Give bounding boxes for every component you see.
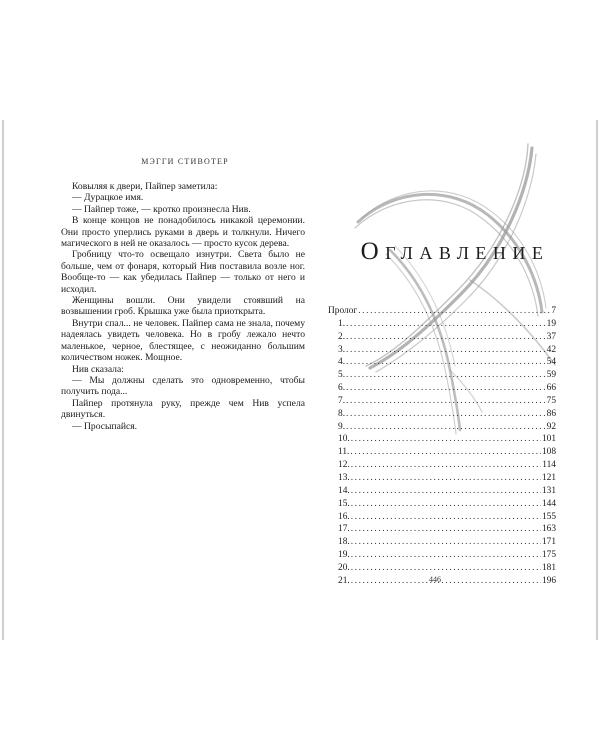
toc-entry-page: 42 [546,344,556,355]
toc-entry-page: 66 [546,383,556,394]
toc-entry-label: 21. [338,575,350,586]
toc-entry-page: 86 [546,408,556,419]
toc-entry [328,344,556,357]
toc-entry [328,382,556,395]
toc-dot-leader [346,382,546,395]
toc-entry-page: 101 [541,434,556,445]
toc-entry-page: 37 [546,331,556,342]
toc-entry [328,472,556,485]
toc-entry [328,498,556,511]
toc-entry-label: 10. [338,434,350,445]
paragraph: — Пайпер тоже, — кротко произнесла Нив. [72,203,251,215]
paragraph: — Дурацкое имя. [72,192,144,204]
toc-entry [328,408,556,421]
paragraph: — Мы должны сделать это одновременно, чтобы получить пода... [61,374,305,398]
toc-entry [328,331,556,344]
toc-entry [328,485,556,498]
toc-entry-label: 16. [338,511,350,522]
left-page-edge [2,120,4,640]
toc-dot-leader [346,421,546,434]
page-number: 446 [429,575,441,584]
toc-entry [328,356,556,369]
toc-entry-page: 196 [541,575,556,586]
toc-entry [328,523,556,536]
toc-dot-leader [351,549,541,562]
toc-dot-leader [346,344,546,357]
toc-entry-label: 4. [338,357,346,368]
toc-dot-leader [351,472,541,485]
toc-entry-label: 19. [338,550,350,561]
toc-entry-page: 75 [546,395,556,406]
toc-entry-label: 5. [338,370,346,381]
toc-entry-label: 12. [338,460,350,471]
toc-entry [328,421,556,434]
toc-entry [328,395,556,408]
toc-entry-prologue [328,305,556,318]
paragraph: Нив сказала: [72,363,124,375]
paragraph: Внутри спал... не человек. Пайпер сама не знала, почему надеялась увидеть человека. Но в гробу лежало нечто маленькое, черное, блестящее, с неожиданно большим количеством ножек. Мощное. [61,317,305,364]
toc-heading: Оглавление [360,238,550,265]
toc-entry-page: 114 [542,460,556,471]
toc-dot-leader [346,395,546,408]
paragraph: Гробницу что-то освещало изнутри. Света было не больше, чем от фонаря, который Нив поставила возле ног. Вообще-то — как убедилась Пайпер — только от него и исходил. [61,249,305,295]
toc-entry-label: 15. [338,498,350,509]
toc-dot-leader [346,318,546,331]
toc-entry-label: Пролог [328,306,358,316]
toc-entry-page: 108 [541,447,556,458]
paragraph: В конце концов не понадобилось никакой церемонии. Они просто уперлись руками в дверь и толкнули. Ничего магического в ней не оказалось — просто кусок дерева. [61,215,305,250]
toc-dot-leader [346,331,546,344]
toc-entry-label: 6. [338,383,346,394]
toc-entry-label: 17. [338,524,350,535]
toc-dot-leader [351,562,541,575]
toc-dot-leader [358,305,550,318]
toc-entry-page: 181 [541,562,556,573]
toc-entry-page: 131 [541,485,556,496]
toc-entry [328,536,556,549]
toc-entry-page: 144 [541,498,556,509]
table-of-contents [328,305,556,588]
toc-entry-page: 92 [546,421,556,432]
toc-entry-label: 13. [338,472,350,483]
toc-entry-label: 2. [338,331,346,342]
paragraph: Ковыляя к двери, Пайпер заметила: [72,181,218,192]
toc-entry-label: 9. [338,421,346,432]
body-text [61,181,305,432]
toc-entry-page: 155 [541,511,556,522]
toc-dot-leader [346,356,546,369]
toc-entry [328,369,556,382]
toc-entry [328,549,556,562]
toc-entry [328,459,556,472]
toc-entry [328,318,556,331]
toc-entry-page: 7 [551,306,556,316]
paragraph: Женщины вошли. Они увидели стоявший на возвышении гроб. Крышка уже была приоткрыта. [61,295,305,318]
toc-dot-leader [351,536,541,549]
toc-entry [328,446,556,459]
toc-dot-leader [351,498,541,511]
toc-entry-label: 1. [338,318,346,329]
toc-entry-page: 171 [541,537,556,548]
toc-entry [328,562,556,575]
paragraph: — Просыпайся. [72,420,138,432]
toc-entry-label: 7. [338,395,346,406]
toc-dot-leader [346,408,546,421]
toc-dot-leader [351,523,541,536]
toc-entry [328,433,556,446]
paragraph: Пайпер протянула руку, прежде чем Нив успела двинуться. [61,397,305,421]
toc-entry-label: 11. [338,447,350,458]
running-head: МЭГГИ СТИВОТЕР [141,157,229,166]
toc-entry [328,511,556,524]
toc-entry-page: 163 [541,524,556,535]
toc-entry-label: 18. [338,537,350,548]
toc-entry-page: 54 [546,357,556,368]
toc-dot-leader [351,485,541,498]
toc-entry-label: 20. [338,562,350,573]
toc-entry-page: 121 [541,472,556,483]
toc-dot-leader [350,446,541,459]
toc-dot-leader [351,433,541,446]
toc-dot-leader [351,459,542,472]
toc-entry-label: 8. [338,408,346,419]
toc-entry-label: 3. [338,344,346,355]
toc-dot-leader [351,511,541,524]
toc-entry-page: 59 [546,370,556,381]
toc-entry-label: 14. [338,485,350,496]
toc-entry-page: 19 [546,318,556,329]
toc-dot-leader [346,369,546,382]
toc-entry-page: 175 [541,550,556,561]
